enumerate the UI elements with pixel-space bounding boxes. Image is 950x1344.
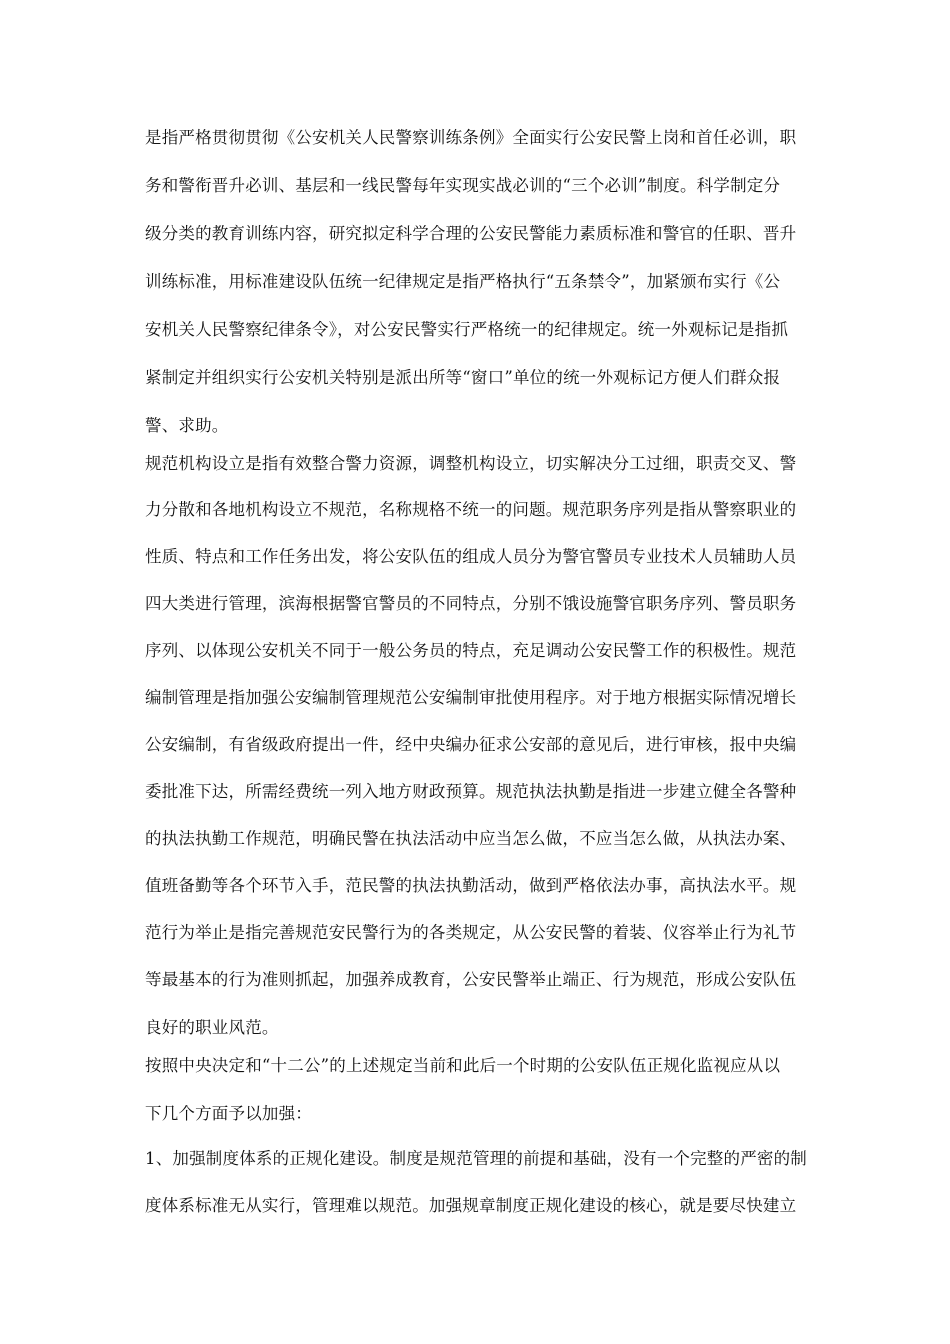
paragraph-2-line-8: 委批准下达，所需经费统一列入地方财政预算。规范执法执勤是指进一步建立健全各警种 [145,782,797,801]
paragraph-3-line-2: 下几个方面予以加强： [145,1104,312,1123]
paragraph-2-line-3: 性质、特点和工作任务出发，将公安队伍的组成人员分为警官警员专业技术人员辅助人员 [145,547,797,566]
paragraph-2-line-6: 编制管理是指加强公安编制管理规范公安编制审批使用程序。对于地方根据实际情况增长 [145,688,797,707]
paragraph-2-line-7: 公安编制，有省级政府提出一件，经中央编办征求公安部的意见后，进行审核，报中央编 [145,735,797,754]
paragraph-2-line-4: 四大类进行管理，滨海根据警官警员的不同特点，分别不饿设施警官职务序列、警员职务 [145,594,797,613]
paragraph-2-line-12: 等最基本的行为准则抓起，加强养成教育，公安民警举止端正、行为规范，形成公安队伍 [145,970,797,989]
paragraph-2-line-5: 序列、以体现公安机关不同于一般公务员的特点，充足调动公安民警工作的积极性。规范 [145,641,797,660]
paragraph-3-line-1: 按照中央决定和“十二公”的上述规定当前和此后一个时期的公安队伍正规化监视应从以 [145,1056,781,1075]
paragraph-2-line-10: 值班备勤等各个环节入手，范民警的执法执勤活动，做到严格依法办事，高执法水平。规 [145,876,797,895]
paragraph-1-line-5: 安机关人民警察纪律条令》，对公安民警实行严格统一的纪律规定。统一外观标记是指抓 [145,320,789,339]
paragraph-4-line-1: 1、加强制度体系的正规化建设。制度是规范管理的前提和基础，没有一个完整的严密的制 [145,1149,807,1168]
paragraph-1-line-7: 警、求助。 [145,416,229,435]
paragraph-2-line-11: 范行为举止是指完善规范安民警行为的各类规定，从公安民警的着装、仪容举止行为礼节 [145,923,797,942]
paragraph-2-line-13: 良好的职业风范。 [145,1018,279,1037]
paragraph-4-line-2: 度体系标准无从实行，管理难以规范。加强规章制度正规化建设的核心，就是要尽快建立 [145,1196,797,1215]
paragraph-1-line-4: 训练标准，用标准建设队伍统一纪律规定是指严格执行“五条禁令”，加紧颁布实行《公 [145,272,781,291]
paragraph-1-line-3: 级分类的教育训练内容，研究拟定科学合理的公安民警能力素质标准和警官的任职、晋升 [145,224,797,243]
paragraph-2-line-9: 的执法执勤工作规范，明确民警在执法活动中应当怎么做，不应当怎么做，从执法办案、 [145,829,797,848]
paragraph-2-line-1: 规范机构设立是指有效整合警力资源，调整机构设立，切实解决分工过细，职责交叉、警 [145,454,797,473]
paragraph-2-line-2: 力分散和各地机构设立不规范，名称规格不统一的问题。规范职务序列是指从警察职业的 [145,500,797,519]
paragraph-1-line-6: 紧制定并组织实行公安机关特别是派出所等“窗口”单位的统一外观标记方便人们群众报 [145,368,781,387]
paragraph-1-line-1: 是指严格贯彻贯彻《公安机关人民警察训练条例》全面实行公安民警上岗和首任必训，职 [145,128,797,147]
paragraph-1-line-2: 务和警衔晋升必训、基层和一线民警每年实现实战必训的“三个必训”制度。科学制定分 [145,176,781,195]
